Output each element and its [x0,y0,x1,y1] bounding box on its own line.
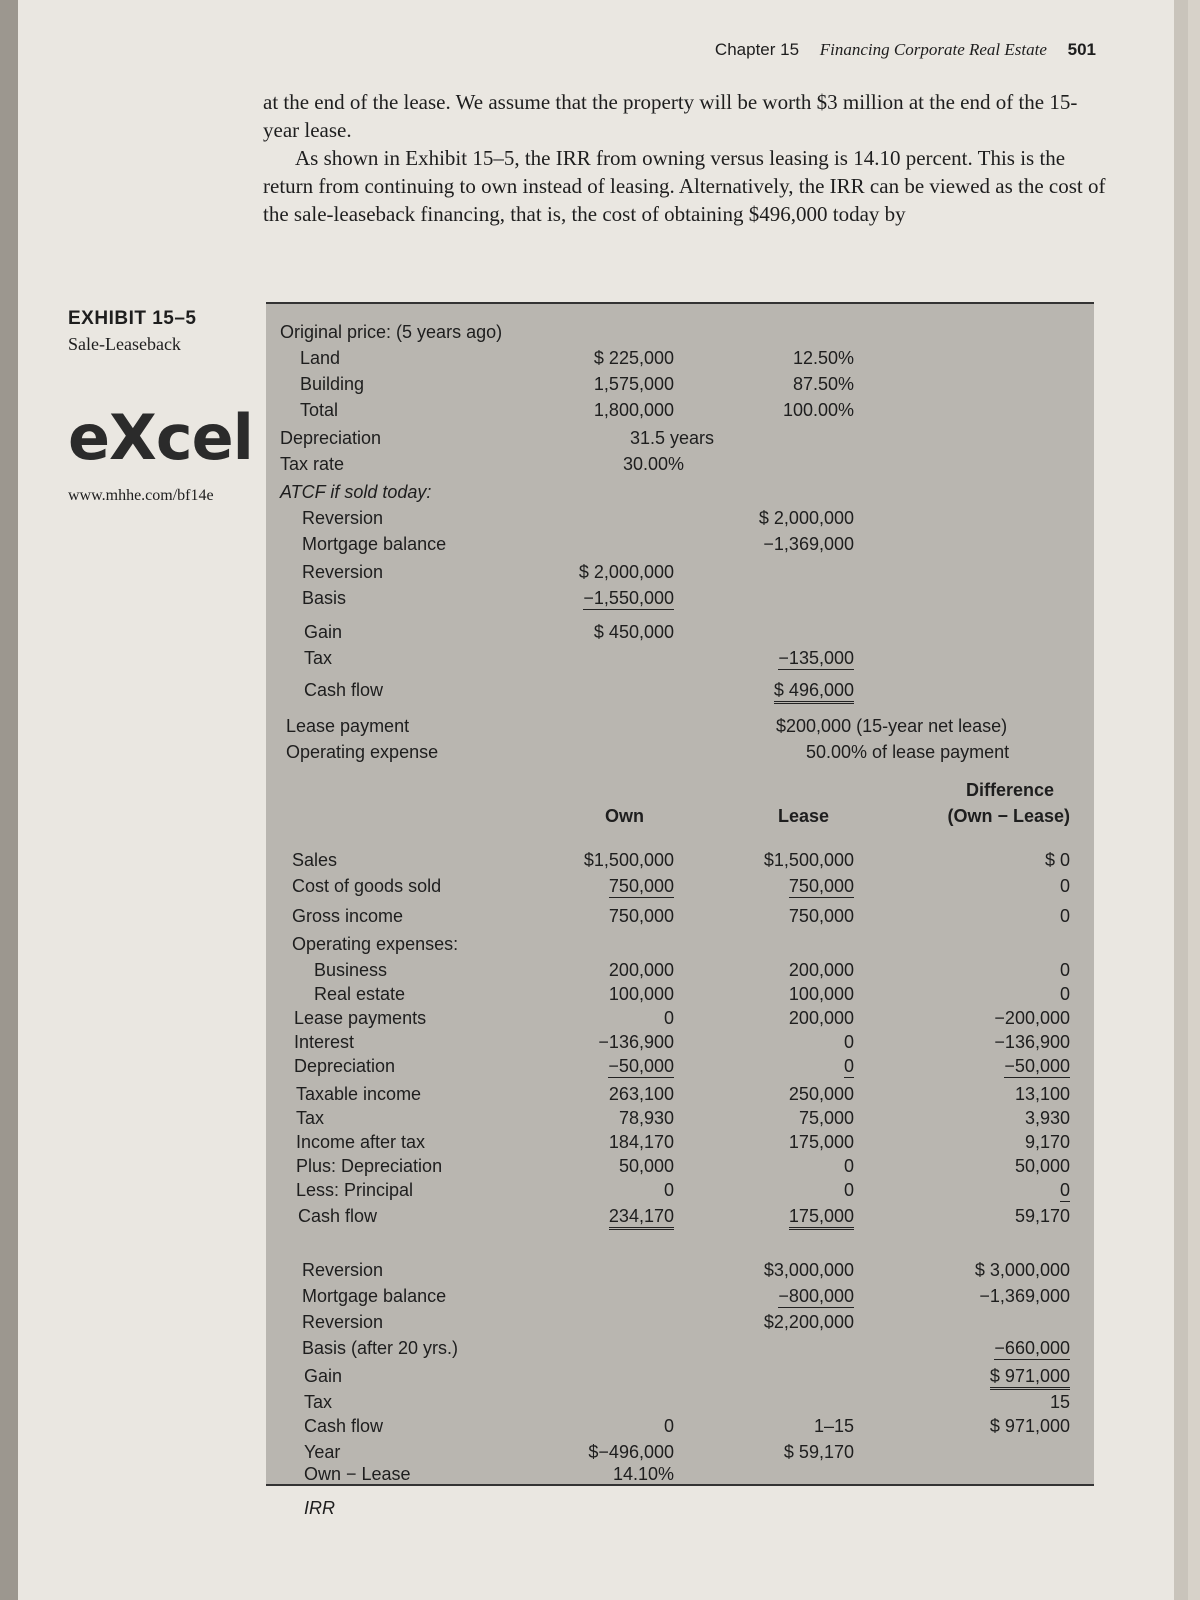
own-lease-diff: $ 971,000 [989,1416,1070,1436]
row-label: Cash flow [298,1206,378,1226]
lease-value: 175,000 [788,1132,854,1152]
row-label: Income after tax [296,1132,426,1152]
lease-value: 0 [843,1180,854,1200]
website-url: www.mhhe.com/bf14e [68,487,214,504]
table-row [266,934,1094,956]
year-lease: 1–15 [813,1416,854,1436]
exhibit-table [266,302,1094,1486]
basis-label: Basis [302,588,347,608]
reversion2-value: $ 2,000,000 [578,562,674,582]
depreciation-label: Depreciation [280,428,382,448]
table-row [266,1056,1094,1078]
row-label: Interest [294,1032,355,1052]
tax-value: −135,000 [778,648,854,668]
lease-header: Lease [777,806,829,826]
lease-value: 100,000 [788,984,854,1004]
difference-value: $ 0 [1044,850,1070,870]
row-label: Real estate [314,984,406,1004]
tax-rate-label: Tax rate [280,454,345,474]
difference-value: 0 [1059,876,1070,896]
reversion3-label: Reversion [302,1312,384,1332]
operating-expense-value: 50.00% of lease payment [806,742,1010,762]
row-label: Lease payments [294,1008,427,1028]
difference-value: 50,000 [1014,1156,1070,1176]
difference-value: 9,170 [1024,1132,1070,1152]
lease-value: $1,500,000 [763,850,854,870]
lease-value: 75,000 [798,1108,854,1128]
reversion-final-label: Reversion [302,1260,384,1280]
difference-value: 3,930 [1024,1108,1070,1128]
book-page [18,0,1188,1600]
own-value: $1,500,000 [583,850,674,870]
difference-subheader: (Own − Lease) [947,806,1070,826]
lease-value: 250,000 [788,1084,854,1104]
land-pct: 12.50% [792,348,854,368]
basis-final-label: Basis (after 20 yrs.) [302,1338,459,1358]
lease-value: 175,000 [789,1206,854,1230]
tax-rate-value: 30.00% [622,454,684,474]
table-row [266,984,1094,1006]
irr-own: 14.10% [612,1464,674,1484]
total-pct: 100.00% [782,400,854,420]
tax-final-label: Tax [304,1392,333,1412]
row-label: Operating expenses: [292,934,459,954]
difference-value: −50,000 [1004,1056,1070,1076]
lease-value: 200,000 [788,1008,854,1028]
year-label: Year [304,1442,341,1462]
building-pct: 87.50% [792,374,854,394]
lease-value: 750,000 [788,876,854,896]
reversion-final-lease: $3,000,000 [763,1260,854,1280]
chapter-label: Chapter 15 [714,40,800,59]
mortgage-final-lease: −800,000 [778,1286,854,1306]
table-row [266,1084,1094,1106]
mortgage-final-label: Mortgage balance [302,1286,447,1306]
table-row [266,850,1094,872]
paragraph-2: As shown in Exhibit 15–5, the IRR from owning versus leasing is 14.10 percent. This is the return from continuing to own instead of leasing. Alternatively, the IRR can be viewed as the cost of the sale-leaseback financing, that is, the cost of obtaining $496,000 today by [263,146,1106,226]
own-lease-own: $−496,000 [588,1442,674,1462]
difference-value: −200,000 [994,1008,1070,1028]
row-label: Business [314,960,388,980]
table-row [266,1132,1094,1154]
total-value: 1,800,000 [593,400,674,420]
difference-value: 0 [1059,960,1070,980]
row-label: Cost of goods sold [292,876,442,896]
difference-value: 0 [1059,1180,1070,1200]
own-value: 50,000 [618,1156,674,1176]
mortgage-balance-value: −1,369,000 [763,534,854,554]
land-label: Land [300,348,341,368]
reversion3-lease: $2,200,000 [763,1312,854,1332]
exhibit-sidebar [68,308,268,505]
own-value: 750,000 [608,876,674,896]
row-label: Plus: Depreciation [296,1156,443,1176]
lease-value: 0 [843,1156,854,1176]
basis-final-diff: −660,000 [994,1338,1070,1358]
chapter-title: Financing Corporate Real Estate [819,40,1047,59]
page-edge [1174,0,1188,1600]
difference-header: Difference [965,780,1054,800]
own-value: 234,170 [609,1206,674,1230]
own-header: Own [605,806,644,826]
lease-payment-value: $200,000 (15-year net lease) [776,716,1008,736]
mortgage-final-diff: −1,369,000 [979,1286,1070,1306]
table-row [266,1156,1094,1178]
table-row [266,1108,1094,1130]
body-text [263,88,1113,228]
book-gutter [0,0,18,1600]
own-value: 100,000 [608,984,674,1004]
basis-value: −1,550,000 [583,588,674,608]
table-row [266,906,1094,928]
cash-flow-label: Cash flow [304,680,384,700]
table-row [266,1008,1094,1030]
lease-payment-label: Lease payment [286,716,410,736]
own-lease-lease: $ 59,170 [783,1442,854,1462]
row-label: Depreciation [294,1056,396,1076]
own-value: 200,000 [608,960,674,980]
year-diff: 15 [1049,1392,1070,1412]
difference-value: 0 [1059,984,1070,1004]
original-price-label: Original price: (5 years ago) [280,322,503,342]
building-label: Building [300,374,365,394]
own-value: 263,100 [608,1084,674,1104]
own-value: 78,930 [618,1108,674,1128]
difference-value: 0 [1059,906,1070,926]
table-row [266,876,1094,898]
cash-flow-value: $ 496,000 [774,680,854,704]
page-number: 501 [1067,40,1096,59]
gain-label: Gain [304,622,343,642]
own-lease-label: Own − Lease [304,1464,411,1484]
gain-final-label: Gain [304,1366,343,1386]
table-row [266,1180,1094,1202]
cash-flow-final-label: Cash flow [304,1416,384,1436]
own-value: −50,000 [608,1056,674,1076]
exhibit-name: Sale-Leaseback [68,334,181,354]
total-label: Total [300,400,339,420]
row-label: Gross income [292,906,404,926]
lease-value: 200,000 [788,960,854,980]
atcf-label: ATCF if sold today: [280,482,432,502]
table-row [266,960,1094,982]
own-value: −136,900 [598,1032,674,1052]
running-header [715,40,1096,60]
operating-expense-label: Operating expense [286,742,439,762]
difference-value: 13,100 [1014,1084,1070,1104]
difference-value: −136,900 [994,1032,1070,1052]
reversion-value: $ 2,000,000 [758,508,854,528]
mortgage-balance-label: Mortgage balance [302,534,447,554]
exhibit-number: EXHIBIT 15–5 [68,308,197,329]
own-value: 750,000 [608,906,674,926]
difference-value: 59,170 [1014,1206,1070,1226]
row-label: Taxable income [296,1084,422,1104]
lease-value: 750,000 [788,906,854,926]
year-own: 0 [663,1416,674,1436]
table-row [266,1206,1094,1228]
reversion-label: Reversion [302,508,384,528]
gain-final-diff: $ 971,000 [990,1366,1070,1390]
tax-label: Tax [304,648,333,668]
row-label: Tax [296,1108,325,1128]
own-value: 0 [663,1008,674,1028]
own-value: 184,170 [608,1132,674,1152]
paragraph-1: at the end of the lease. We assume that the property will be worth $3 million at the end of the 15-year lease. [263,90,1078,142]
table-row [266,1032,1094,1054]
own-value: 0 [663,1180,674,1200]
reversion2-label: Reversion [302,562,384,582]
building-value: 1,575,000 [593,374,674,394]
irr-label: IRR [304,1498,335,1518]
land-value: $ 225,000 [593,348,674,368]
depreciation-value: 31.5 years [629,428,714,448]
reversion-final-diff: $ 3,000,000 [974,1260,1070,1280]
excel-logo: eXcel [68,401,253,474]
lease-value: 0 [843,1032,854,1052]
row-label: Less: Principal [296,1180,414,1200]
gain-value: $ 450,000 [593,622,674,642]
row-label: Sales [292,850,338,870]
lease-value: 0 [843,1056,854,1076]
